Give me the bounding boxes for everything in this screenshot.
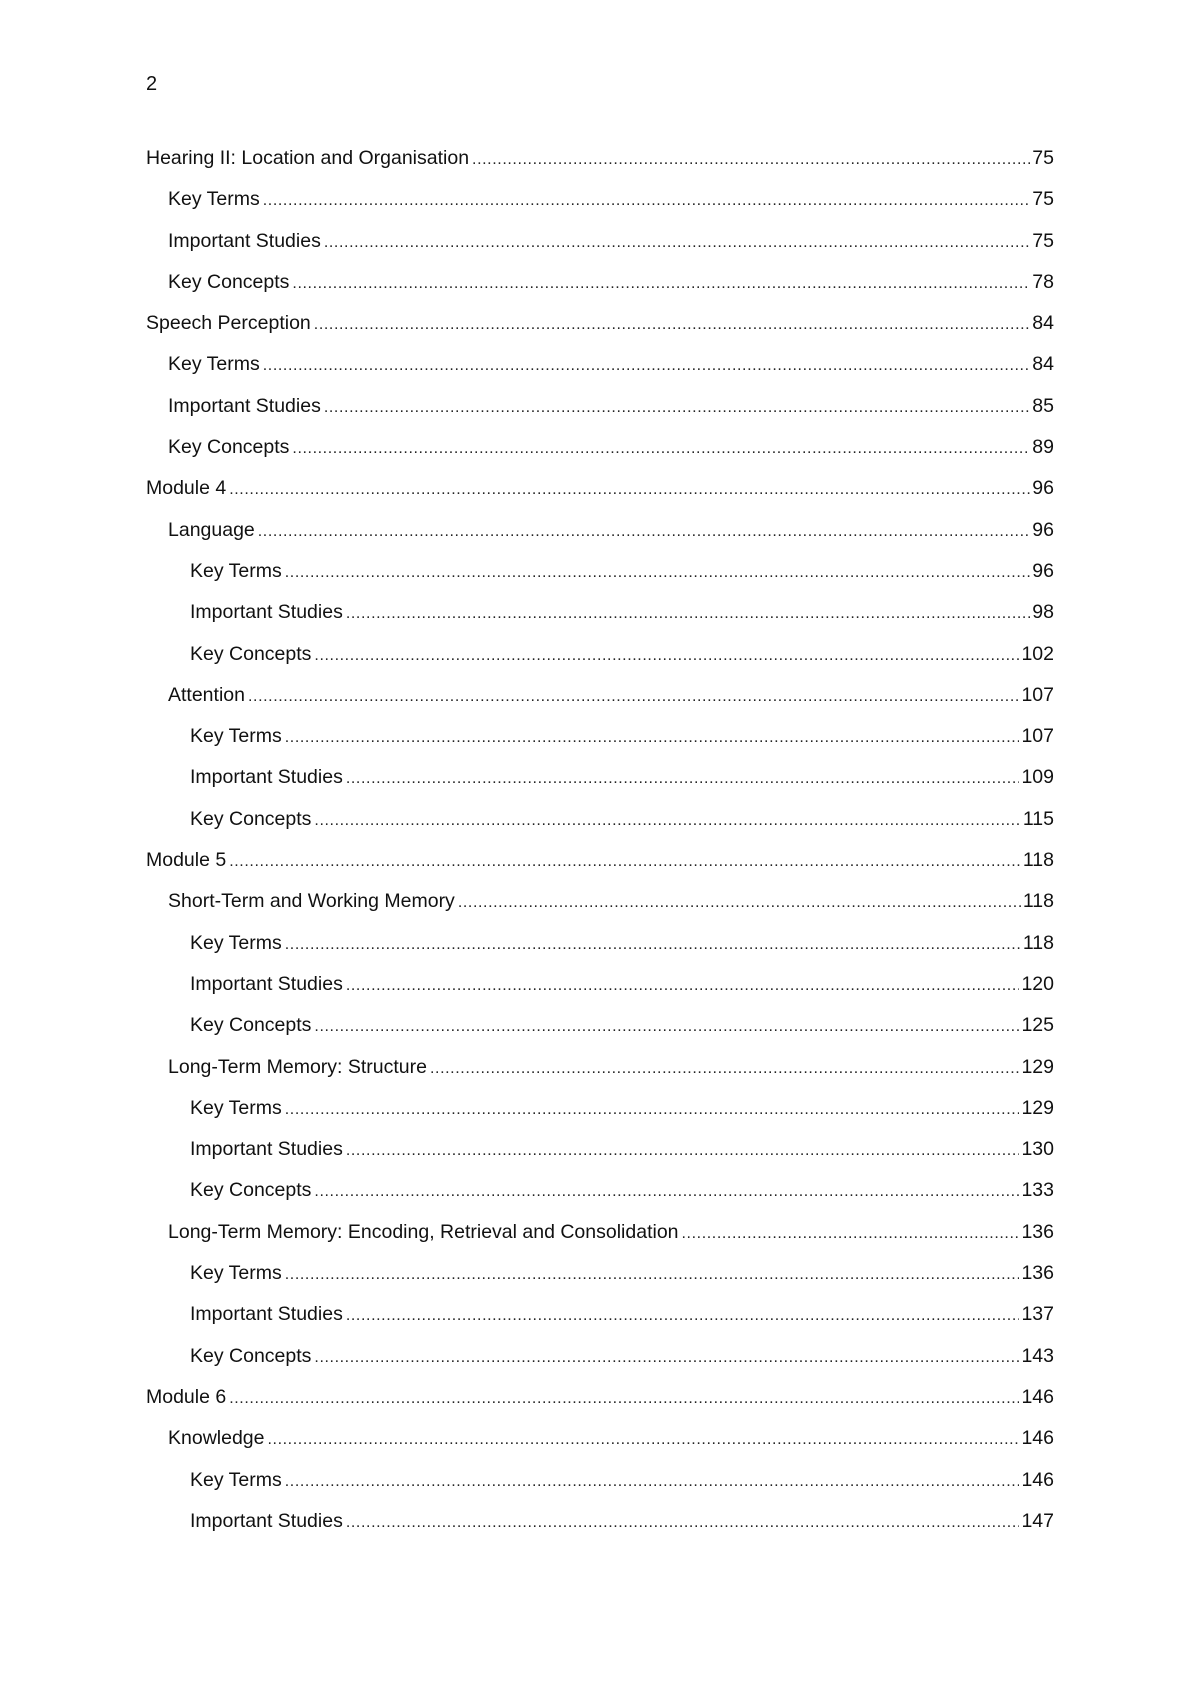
toc-entry-page-number: 143 [1021,1344,1054,1367]
toc-entry-title: Attention [168,683,245,706]
toc-entry-title: Important Studies [190,601,343,624]
toc-entry-page-number: 75 [1032,147,1054,169]
toc-entry-page-number: 147 [1021,1509,1054,1532]
toc-entry[interactable] [146,931,1054,972]
toc-dot-leader [285,933,1021,957]
toc-dot-leader [263,189,1031,213]
toc-entry-title: Important Studies [190,1303,343,1326]
toc-entry-title: Key Concepts [190,642,312,665]
toc-entry[interactable] [146,972,1054,1013]
toc-entry-page-number: 130 [1021,1138,1054,1161]
toc-entry[interactable] [146,1426,1054,1467]
toc-dot-leader [229,1387,1019,1411]
toc-dot-leader [263,354,1031,378]
toc-entry-title: Knowledge [168,1427,265,1450]
toc-dot-leader [314,1346,1019,1370]
toc-entry-title: Short-Term and Working Memory [168,890,455,913]
toc-dot-leader [472,148,1030,172]
toc-dot-leader [292,272,1030,296]
toc-entry-page-number: 84 [1032,353,1054,376]
toc-entry-title: Important Studies [190,1509,343,1532]
toc-entry[interactable] [146,187,1054,228]
toc-entry-title: Important Studies [168,229,321,252]
toc-entry[interactable] [146,807,1054,848]
toc-entry-title: Long-Term Memory: Encoding, Retrieval and Consolidation [168,1220,679,1243]
toc-entry[interactable] [146,1055,1054,1096]
toc-entry-title: Module 5 [146,849,227,872]
toc-entry-page-number: 136 [1021,1262,1054,1285]
toc-dot-leader [346,1139,1020,1163]
toc-entry[interactable] [146,1220,1054,1261]
toc-dot-leader [324,396,1030,420]
toc-entry-page-number: 120 [1021,972,1054,995]
toc-entry-title: Key Terms [168,188,260,211]
toc-entry-page-number: 125 [1021,1014,1054,1037]
toc-entry-title: Key Concepts [190,1179,312,1202]
toc-entry[interactable] [146,435,1054,476]
toc-entry-page-number: 137 [1021,1303,1054,1326]
toc-dot-leader [458,891,1021,915]
toc-entry[interactable] [146,600,1054,641]
toc-entry-page-number: 146 [1021,1468,1054,1491]
toc-entry-page-number: 96 [1032,559,1054,582]
toc-entry-page-number: 146 [1021,1427,1054,1450]
toc-entry-page-number: 107 [1021,683,1054,706]
toc-entry[interactable] [146,683,1054,724]
toc-entry-title: Important Studies [168,394,321,417]
toc-entry-title: Hearing II: Location and Organisation [146,147,470,169]
toc-entry-page-number: 78 [1032,270,1054,293]
toc-dot-leader [285,561,1031,585]
toc-entry-page-number: 84 [1032,312,1054,335]
toc-entry[interactable] [146,765,1054,806]
toc-entry-title: Long-Term Memory: Structure [168,1055,427,1078]
toc-entry-title: Module 4 [146,477,227,500]
toc-entry[interactable] [146,889,1054,930]
toc-entry-title: Key Terms [190,1468,282,1491]
toc-entry-page-number: 75 [1032,229,1054,252]
toc-entry-page-number: 136 [1021,1220,1054,1243]
toc-entry-title: Language [168,518,255,541]
toc-entry-page-number: 85 [1032,394,1054,417]
toc-entry[interactable] [146,394,1054,435]
toc-entry[interactable] [146,1178,1054,1219]
toc-dot-leader [314,809,1021,833]
toc-dot-leader [314,644,1019,668]
toc-entry-title: Important Studies [190,1138,343,1161]
toc-entry-title: Module 6 [146,1385,227,1408]
toc-dot-leader [285,726,1020,750]
toc-entry-page-number: 129 [1021,1096,1054,1119]
toc-entry-page-number: 118 [1022,849,1054,872]
toc-dot-leader [430,1057,1019,1081]
toc-entry[interactable] [146,229,1054,270]
toc-entry-page-number: 115 [1022,807,1054,830]
toc-entry-title: Key Concepts [168,436,290,459]
toc-entry-page-number: 118 [1022,890,1054,913]
toc-entry-page-number: 118 [1022,931,1054,954]
toc-dot-leader [346,1511,1020,1535]
toc-dot-leader [314,1180,1019,1204]
toc-entry[interactable] [146,1509,1054,1550]
toc-entry[interactable] [146,1096,1054,1137]
toc-entry[interactable] [146,848,1054,889]
toc-entry-page-number: 107 [1021,725,1054,748]
toc-dot-leader [314,1015,1019,1039]
toc-dot-leader [229,478,1030,502]
toc-entry-page-number: 75 [1032,188,1054,211]
toc-entry[interactable] [146,311,1054,352]
toc-entry-title: Key Concepts [190,807,312,830]
table-of-contents [146,146,1054,1550]
toc-entry-title: Key Terms [190,1096,282,1119]
toc-entry-title: Key Concepts [190,1344,312,1367]
toc-entry[interactable] [146,270,1054,311]
toc-dot-leader [285,1098,1020,1122]
toc-entry[interactable] [146,724,1054,765]
toc-dot-leader [268,1428,1020,1452]
toc-entry-page-number: 129 [1021,1055,1054,1078]
toc-entry-page-number: 146 [1021,1385,1054,1408]
toc-entry-title: Key Terms [190,725,282,748]
toc-entry-title: Key Terms [190,1262,282,1285]
toc-entry[interactable] [146,1013,1054,1054]
toc-entry-title: Key Concepts [168,270,290,293]
toc-entry-title: Key Concepts [190,1014,312,1037]
toc-entry-page-number: 109 [1021,766,1054,789]
toc-entry-page-number: 96 [1032,477,1054,500]
toc-entry-page-number: 96 [1032,518,1054,541]
toc-entry-title: Key Terms [190,931,282,954]
toc-entry[interactable] [146,352,1054,393]
toc-entry[interactable] [146,559,1054,600]
toc-entry-title: Important Studies [190,766,343,789]
toc-dot-leader [346,602,1030,626]
page-number: 2 [146,73,158,95]
toc-entry-title: Speech Perception [146,312,311,335]
toc-entry[interactable] [146,1385,1054,1426]
toc-dot-leader [258,520,1031,544]
toc-entry[interactable] [146,1344,1054,1385]
toc-dot-leader [314,313,1031,337]
toc-dot-leader [229,850,1021,874]
toc-dot-leader [292,437,1030,461]
toc-entry[interactable] [146,1302,1054,1343]
toc-entry[interactable] [146,1468,1054,1509]
toc-entry[interactable] [146,146,1054,187]
toc-entry-title: Key Terms [190,559,282,582]
toc-dot-leader [248,685,1019,709]
toc-entry-page-number: 133 [1021,1179,1054,1202]
toc-dot-leader [682,1222,1020,1246]
toc-dot-leader [346,974,1020,998]
toc-entry-page-number: 98 [1032,601,1054,624]
toc-entry-page-number: 89 [1032,436,1054,459]
toc-dot-leader [324,231,1030,255]
toc-dot-leader [285,1470,1020,1494]
toc-dot-leader [285,1263,1020,1287]
toc-entry-title: Important Studies [190,972,343,995]
toc-entry-page-number: 102 [1021,642,1054,665]
toc-entry[interactable] [146,1261,1054,1302]
toc-dot-leader [346,767,1020,791]
toc-entry[interactable] [146,518,1054,559]
toc-entry[interactable] [146,642,1054,683]
toc-entry-title: Key Terms [168,353,260,376]
toc-dot-leader [346,1304,1020,1328]
toc-entry[interactable] [146,476,1054,517]
toc-entry[interactable] [146,1137,1054,1178]
